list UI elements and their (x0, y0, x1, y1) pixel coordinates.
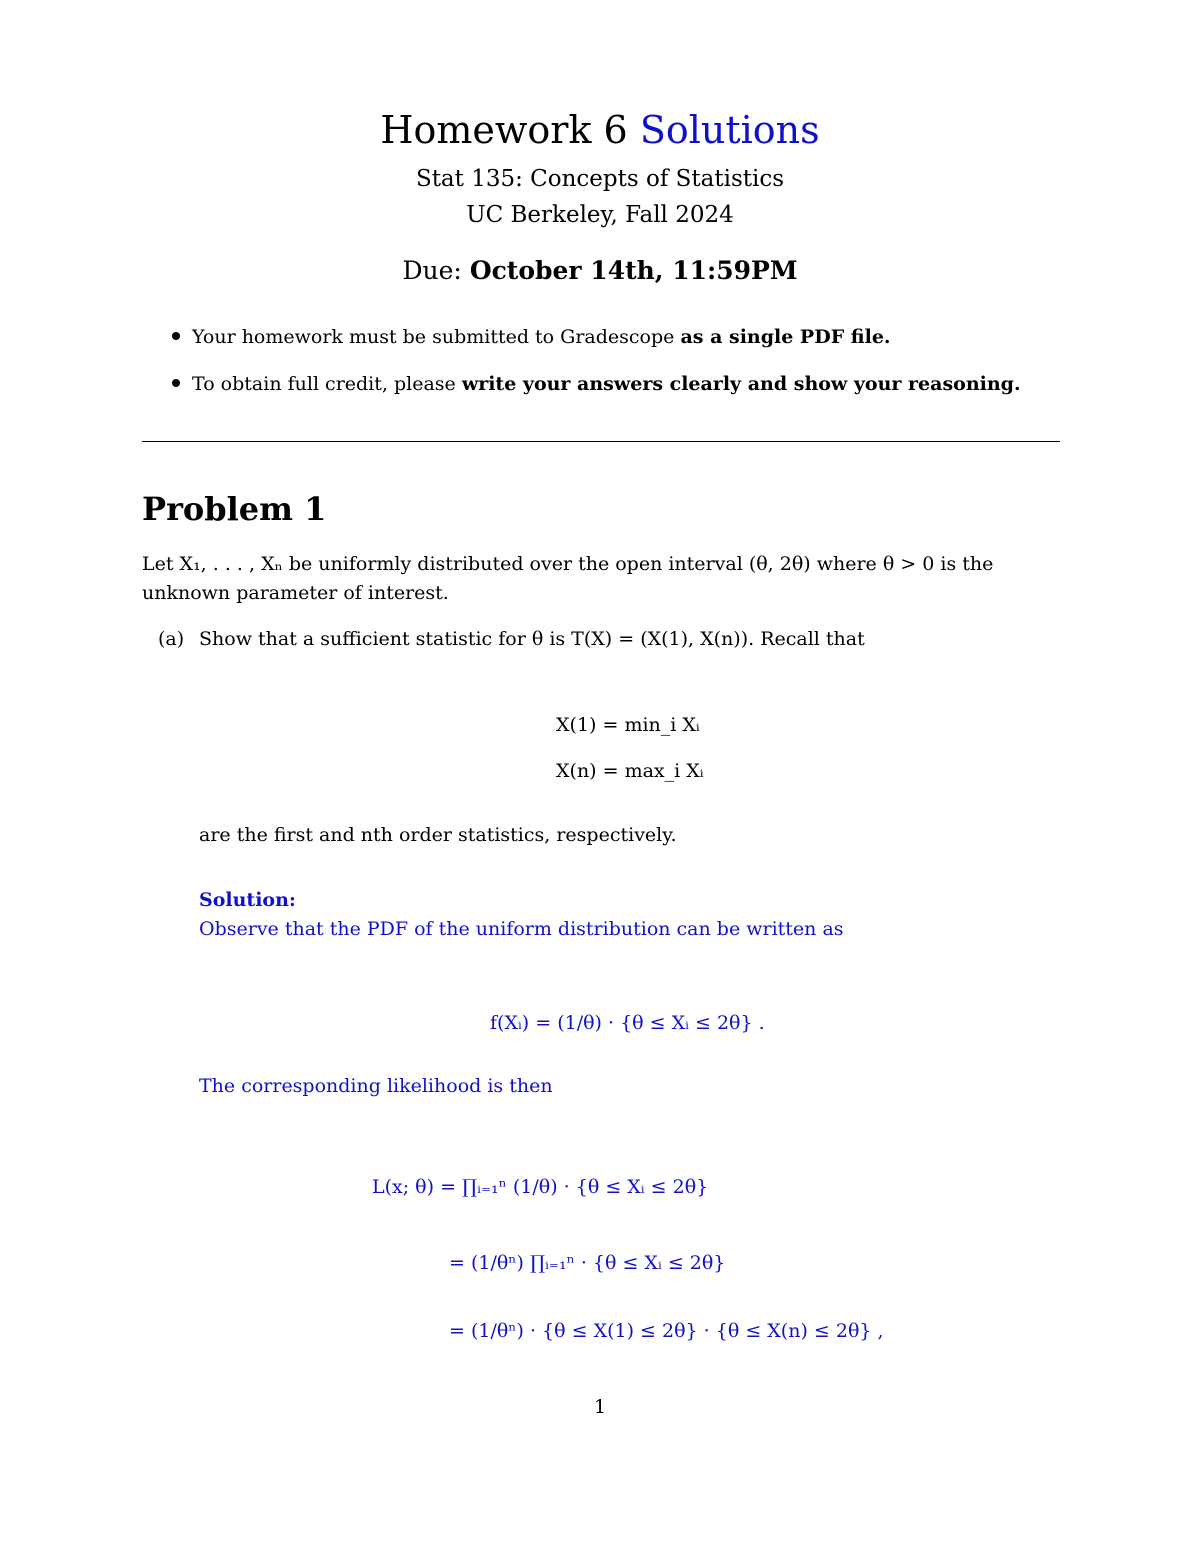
course-name: Stat 135: Concepts of Statistics (415, 166, 785, 192)
instruction-text: Your homework must be submitted to Gradescope (192, 326, 675, 348)
part-a-text: Show that a sufficient statistic for θ is T(X) = (X(1), X(n)). Recall that (199, 628, 865, 650)
instruction-item (172, 373, 1021, 395)
solution-line2: The corresponding likelihood is then (199, 1075, 553, 1097)
due-line (0, 256, 1200, 285)
problem-intro-line1: Let X₁, . . . , Xₙ be uniformly distributed over the open interval (θ, 2θ) where θ > 0 is the (142, 553, 994, 575)
part-a-label: (a) (158, 628, 185, 650)
problem-intro-line2: unknown parameter of interest. (142, 582, 449, 604)
title-accent: Solutions (639, 108, 820, 152)
due-label: Due: (402, 256, 462, 285)
document-title (0, 108, 1200, 152)
section-divider (142, 441, 1060, 442)
likelihood-equation-1: L(x; θ) = ∏ᵢ₌₁ⁿ (1/θ) · {θ ≤ Xᵢ ≤ 2θ} (372, 1176, 709, 1198)
instruction-emphasis: as a single PDF file. (680, 326, 891, 348)
due-date: October 14th, 11:59PM (469, 256, 798, 285)
solution-label: Solution: (199, 889, 296, 911)
instruction-text: To obtain full credit, please (192, 373, 456, 395)
title-main: Homework 6 (380, 108, 628, 152)
order-stat-note: are the first and nth order statistics, respectively. (199, 824, 677, 846)
equation-max: X(n) = max_i Xᵢ (556, 760, 704, 782)
page-number: 1 (593, 1396, 607, 1418)
equation-min: X(1) = min_i Xᵢ (556, 714, 700, 736)
likelihood-equation-2: = (1/θⁿ) ∏ᵢ₌₁ⁿ · {θ ≤ Xᵢ ≤ 2θ} (449, 1252, 726, 1274)
bullet-icon (172, 332, 180, 340)
problem-heading: Problem 1 (142, 490, 327, 528)
school-term: UC Berkeley, Fall 2024 (466, 202, 734, 228)
solution-line1: Observe that the PDF of the uniform distribution can be written as (199, 918, 844, 940)
instruction-item (172, 326, 891, 348)
pdf-equation: f(Xᵢ) = (1/θ) · {θ ≤ Xᵢ ≤ 2θ} . (490, 1012, 765, 1034)
likelihood-equation-3: = (1/θⁿ) · {θ ≤ X(1) ≤ 2θ} · {θ ≤ X(n) ≤ 2θ} , (449, 1320, 884, 1342)
instruction-emphasis: write your answers clearly and show your reasoning. (461, 373, 1021, 395)
bullet-icon (172, 379, 180, 387)
